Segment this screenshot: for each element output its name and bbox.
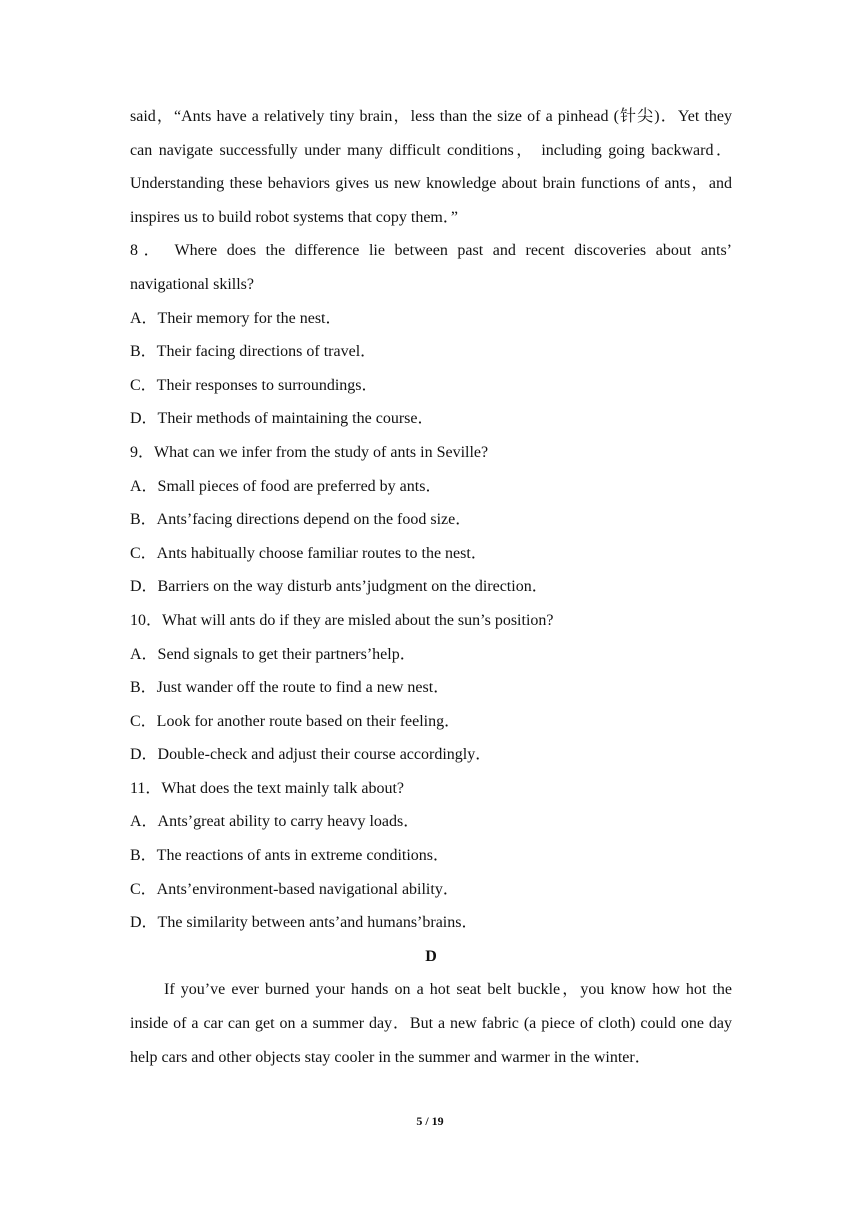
option-b: B．Their facing directions of travel． [130,343,377,361]
option-d: D．The similarity between ants’and humans’brains． [130,914,478,932]
option-a: A．Their memory for the nest． [130,309,342,327]
question-stem: 11．What does the text mainly talk about? [130,779,405,797]
option-c: C．Ants’environment-based navigational ability． [130,880,459,898]
question-stem: 9．What can we infer from the study of ants in Seville? [130,443,489,461]
question-10 [130,604,732,772]
option-c: C．Ants habitually choose familiar routes to the nest． [130,544,487,562]
option-b: B．Just wander off the route to find a new nest． [130,679,450,697]
question-stem: 8． Where does the difference lie between past and recent discoveries about ants’ navigational skills? [130,242,732,293]
option-a: A．Small pieces of food are preferred by ants． [130,477,442,495]
option-c: C．Look for another route based on their feeling． [130,712,461,730]
question-9 [130,436,732,604]
section-d-paragraph: If you’ve ever burned your hands on a hot seat belt buckle，you know how hot the inside of a car can get on a summer day．But a new fabric (a piece of cloth) could one day help cars and other objects stay cooler in the summer and warmer in the winter． [130,981,732,1066]
question-11 [130,772,732,940]
page-number: 5 / 19 [416,1114,444,1128]
passage-continuation: said，“Ants have a relatively tiny brain，less than the size of a pinhead (针尖)．Yet they can navigate successfully under many difficult conditions， including going backward． Understanding these behaviors gives us new knowledge about brain functions of ants，and inspires us to build robot systems that copy them．” [130,108,733,226]
option-a: A．Ants’great ability to carry heavy loads． [130,813,420,831]
document-page [130,100,732,1074]
option-d: D．Barriers on the way disturb ants’judgment on the direction． [130,578,548,596]
option-b: B．Ants’facing directions depend on the food size． [130,511,472,529]
option-c: C．Their responses to surroundings． [130,376,378,394]
option-a: A．Send signals to get their partners’help． [130,645,416,663]
option-d: D．Double-check and adjust their course accordingly． [130,746,492,764]
question-8 [130,234,732,436]
question-stem: 10．What will ants do if they are misled about the sun’s position? [130,611,554,629]
section-heading: D [425,947,437,965]
option-b: B．The reactions of ants in extreme conditions． [130,847,450,865]
option-d: D．Their methods of maintaining the course． [130,410,434,428]
